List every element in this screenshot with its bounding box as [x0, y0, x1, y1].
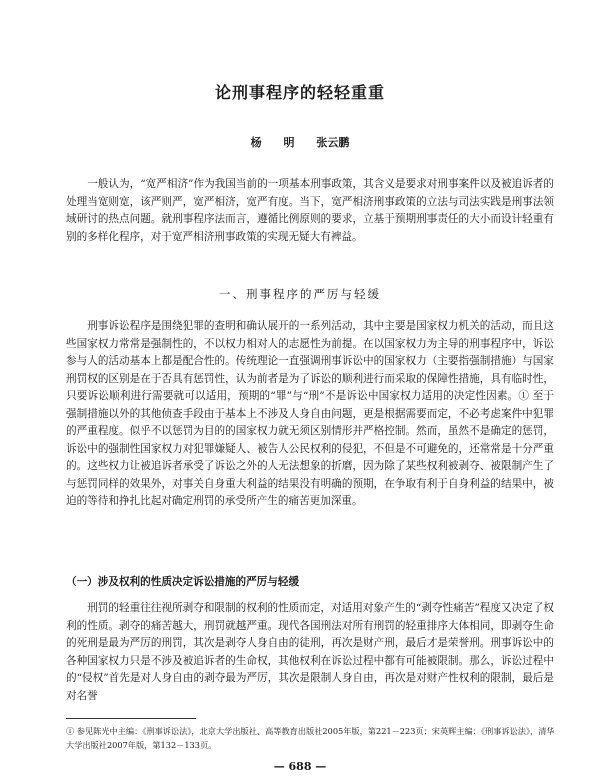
subsection-paragraph: 刑罚的轻重往往视所剥夺和限制的权利的性质而定，对适用对象产生的“剥夺性痛苦”程度又决定了权利的性质。剥夺的痛苦越大，刑罚就越严重。现代各国刑法对所有刑罚的轻重排序大体相同，即剥夺生命的死刑是最为严厉的刑罚，其次是剥夺人身自由的徒刑，再次是财产刑，最后才是荣誉刑。刑事诉讼中的各种国家权力只是不涉及被追诉者的生命权，其他权利在诉讼过程中都有可能被限制。那么，诉讼过程中的“侵权”首先是对人身自由的剥夺最为严厉，其次是限制人身自由，再次是对财产性权利的限制，最后是对名誉 — [66, 602, 554, 702]
page-number: — 688 — — [273, 760, 327, 773]
article-title: 论刑事程序的轻轻重重 — [214, 83, 385, 102]
footnote: ① 参见陈光中主编：《刑事诉讼法》，北京大学出版社、高等教育出版社2005年版，第221－223页；宋英辉主编：《刑事诉讼法》，清华大学出版社2007年版，第132－133页。 — [66, 726, 555, 750]
footnote-divider — [66, 718, 196, 719]
section-title: 一、刑事程序的严厉与轻缓 — [219, 287, 381, 301]
subsection-title: （一）涉及权利的性质决定诉讼措施的严厉与轻缓 — [66, 576, 300, 588]
article-authors: 杨 明 张云鹏 — [250, 136, 350, 149]
section-paragraph: 刑事诉讼程序是围绕犯罪的查明和确认展开的一系列活动，其中主要是国家权力机关的活动，而且这些国家权力常常是强制性的，不以权力相对人的志愿性为前提。在以国家权力为主导的刑事程序中，诉讼参与人的活动基本上都是配合性的。传统理论一直强调刑事诉讼中的国家权力（主要指强制措施）与国家刑罚权的区别是在于否具有惩罚性，认为前者是为了诉讼的顺利进行而采取的保障性措施，具有临时性，只要诉讼顺利进行需要就可以适用，预期的“罪”与“刑”不是诉讼中国家权力适用的决定性因素。① 至于强制措施以外的其他侦查手段由于基本上不涉及人身自由问题，更是根据需要而定，不必考虑案件中犯罪的严重程度。似乎不以惩罚为目的的国家权力就无须区别情形并严格控制。然而，虽然不是确定的惩罚，诉讼中的强制性国家权力对犯罪嫌疑人、被告人公民权利的侵犯，不但是不可避免的，还常常是十分严重的。这些权力让被追诉者承受了诉讼之外的人无法想象的折磨，因为除了某些权利被剥夺、被限制产生了与惩罚同样的效果外，对事关自身重大利益的结果没有明确的预期，在争取有利于自身利益的结果中，被迫的等待和挣扎比起对确定刑罚的承受所产生的痛苦更加深重。 — [66, 320, 554, 507]
intro-paragraph: 一般认为，“宽严相济”作为我国当前的一项基本刑事政策，其含义是要求对刑事案件以及被追诉者的处理当宽则宽，该严则严，宽严相济，宽严有度。当下，宽严相济刑事政策的立法与司法实践是刑事法领域研讨的热点问题。就刑事程序法而言，遵循比例原则的要求，立基于预期刑事责任的大小而设计轻重有别的多样化程序，对于宽严相济刑事政策的实现无疑大有裨益。 — [66, 178, 554, 243]
